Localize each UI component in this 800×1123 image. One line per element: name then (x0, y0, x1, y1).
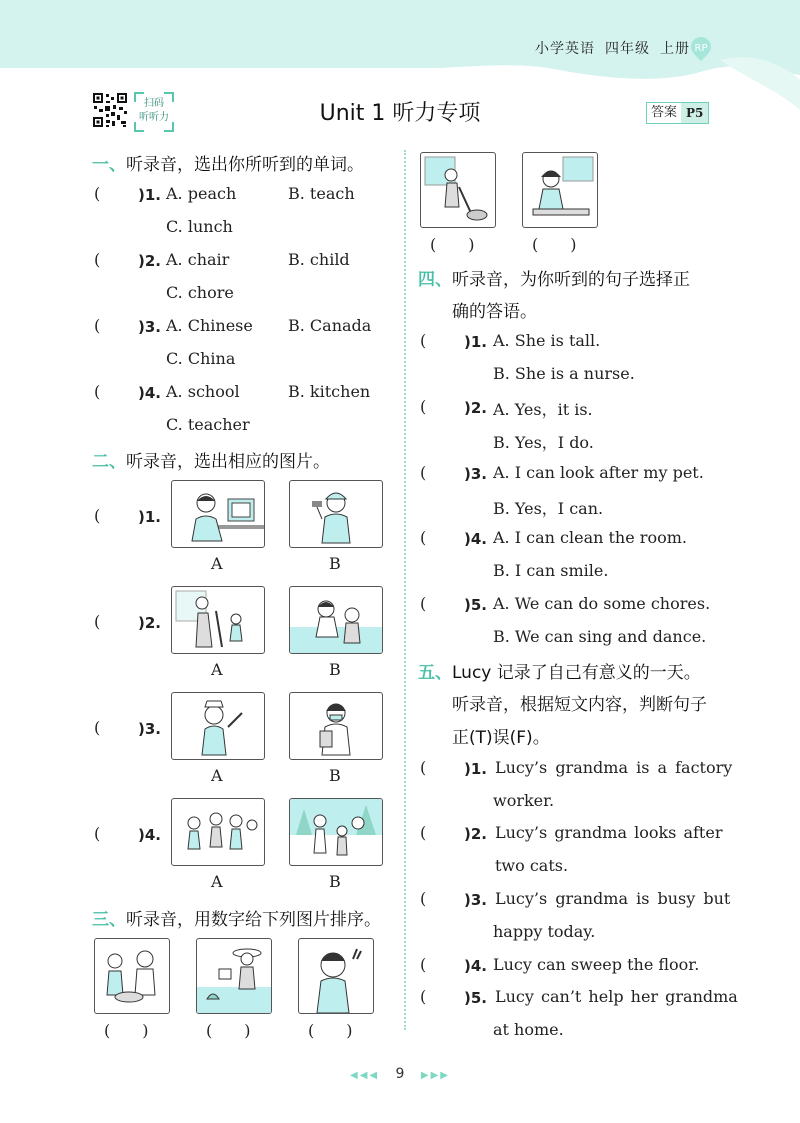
page-number: 9 (395, 1066, 405, 1082)
page-footer (0, 1066, 800, 1082)
picture-2-4-a-children-playing[interactable] (171, 798, 265, 866)
header-info (525, 38, 690, 58)
section2-number: 二、 (92, 452, 126, 472)
section5-title-line2: 听录音，根据短文内容，判断句子 (452, 695, 707, 715)
section2-title: 听录音，选出相应的图片。 (126, 452, 330, 472)
label-2-1-b: B (329, 554, 341, 573)
section4-title-line2: 确的答语。 (452, 302, 537, 322)
section4-heading-line1 (418, 265, 690, 290)
page-title: Unit 1 听力专项 (319, 101, 481, 126)
section3-blank-d[interactable]: ( ) (430, 235, 475, 254)
picture-2-2-b-caring[interactable] (289, 586, 383, 654)
scan-line2: 听听力 (139, 112, 169, 123)
picture-2-2-a-sweeping[interactable] (171, 586, 265, 654)
section2-item-1-paren: ( (94, 506, 101, 525)
section3-blank-c[interactable]: ( ) (308, 1021, 353, 1040)
section1-number: 一、 (92, 155, 126, 175)
section3-heading (92, 905, 381, 930)
label-2-2-b: B (329, 660, 341, 679)
header-grade: 四年级 (605, 41, 650, 57)
section1-title: 听录音，选出你所听到的单词。 (126, 155, 364, 175)
picture-2-1-a-office-worker[interactable] (171, 480, 265, 548)
section2-item-4-number: )4. (138, 826, 161, 844)
picture-2-3-b-doctor[interactable] (289, 692, 383, 760)
section3-number: 三、 (92, 910, 126, 930)
label-2-4-a: A (211, 872, 223, 891)
label-2-3-a: A (211, 766, 223, 785)
picture-3-b-gardening[interactable] (196, 938, 272, 1014)
right-arrows-icon: ▶▶▶ (420, 1070, 450, 1081)
section5-number: 五、 (418, 663, 452, 683)
picture-3-e-studying[interactable] (522, 152, 598, 228)
section2-item-1-number: )1. (138, 508, 161, 526)
picture-2-1-b-factory-worker[interactable] (289, 480, 383, 548)
column-divider (404, 150, 406, 1030)
picture-3-a-cooking[interactable] (94, 938, 170, 1014)
section3-blank-e[interactable]: ( ) (532, 235, 577, 254)
left-arrows-icon: ◀◀◀ (350, 1070, 380, 1081)
section5-heading-line1 (418, 658, 701, 683)
answer-label: 答案 (647, 103, 681, 123)
picture-3-c-boy-waving[interactable] (298, 938, 374, 1014)
label-2-2-a: A (211, 660, 223, 679)
picture-3-d-vacuuming[interactable] (420, 152, 496, 228)
section2-heading (92, 447, 330, 472)
section4-number: 四、 (418, 270, 452, 290)
rp-badge-icon (688, 36, 714, 62)
section2-item-4-paren: ( (94, 824, 101, 843)
section4-title-line1: 听录音，为你听到的句子选择正 (452, 270, 690, 290)
header-term: 上册 (660, 41, 690, 57)
scan-line1: 扫码 (144, 98, 164, 109)
section2-item-3-number: )3. (138, 720, 161, 738)
section5-title-line1: Lucy 记录了自己有意义的一天。 (452, 663, 701, 683)
label-2-1-a: A (211, 554, 223, 573)
header-subject: 小学英语 (535, 41, 595, 57)
picture-2-4-b-family-walking[interactable] (289, 798, 383, 866)
section3-blank-a[interactable]: ( ) (104, 1021, 149, 1040)
picture-2-3-a-nurse[interactable] (171, 692, 265, 760)
section3-blank-b[interactable]: ( ) (206, 1021, 251, 1040)
label-2-4-b: B (329, 872, 341, 891)
answer-page: P5 (681, 103, 708, 123)
section3-title: 听录音，用数字给下列图片排序。 (126, 910, 381, 930)
svg-text:RP: RP (694, 43, 708, 54)
section2-item-2-paren: ( (94, 612, 101, 631)
label-2-3-b: B (329, 766, 341, 785)
section2-item-2-number: )2. (138, 614, 161, 632)
section5-title-line3: 正(T)误(F)。 (452, 728, 550, 748)
section2-item-3-paren: ( (94, 718, 101, 737)
section1-heading (92, 150, 364, 175)
answer-badge[interactable] (646, 102, 709, 124)
